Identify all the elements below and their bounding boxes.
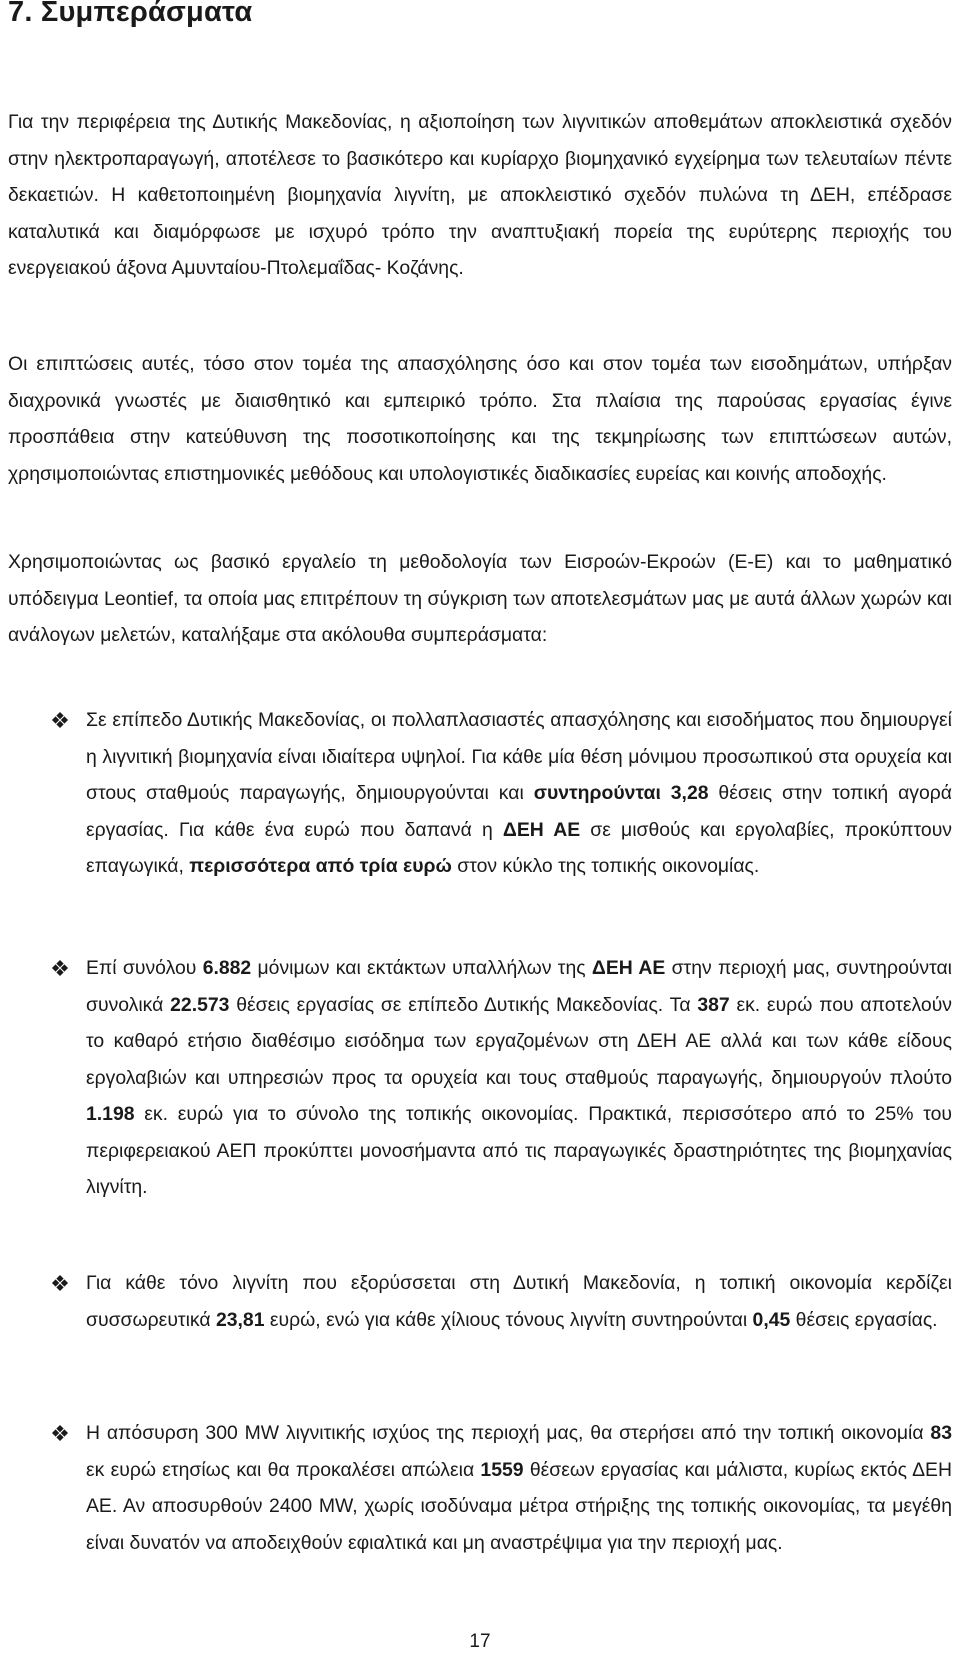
paragraph-1: Για την περιφέρεια της Δυτικής Μακεδονίας, η αξιοποίηση των λιγνιτικών αποθεμάτων αποκλειστικά σχεδόν στην ηλεκτροπαραγωγή, αποτέλεσε το βασικότερο και κυρίαρχο βιομηχανικό εγχείρημα των τελευταίων πέντε δεκαετιών. Η καθετοποιημένη βιομηχανία λιγνίτη, με αποκλειστικό σχεδόν πυλώνα τη ΔΕΗ, επέδρασε καταλυτικά και διαμόρφωσε με ισχυρό τρόπο την αναπτυξιακή πορεία της ευρύτερης περιοχής του ενεργειακού άξονα Αμυνταίου-Πτολεμαΐδας- Κοζάνης.	[8, 111, 952, 279]
list-item-text: Για κάθε τόνο λιγνίτη που εξορύσσεται στη Δυτική Μακεδονία, η τοπική οικονομία κερδίζει συσσωρευτικά 23,81 ευρώ, ενώ για κάθε χίλιους τόνους λιγνίτη συντηρούνται 0,45 θέσεις εργασίας.	[86, 1272, 952, 1331]
paragraph-2: Οι επιπτώσεις αυτές, τόσο στον τομέα της απασχόλησης όσο και στον τομέα των εισοδημάτων, υπήρξαν διαχρονικά γνωστές με διαισθητικό και εμπειρικό τρόπο. Στα πλαίσια της παρούσας εργασίας έγινε προσπάθεια στην κατεύθυνση της ποσοτικοποίησης και της τεκμηρίωσης των επιπτώσεων αυτών, χρησιμοποιώντας επιστημονικές μεθόδους και υπολογιστικές διαδικασίες ευρείας και κοινής αποδοχής.	[8, 353, 952, 485]
four-diamond-bullet-icon: ❖	[50, 1421, 70, 1446]
list-item-text: Η απόσυρση 300 MW λιγνιτικής ισχύος της περιοχή μας, θα στερήσει από την τοπική οικονομία 83 εκ ευρώ ετησίως και θα προκαλέσει απώλεια 1559 θέσεων εργασίας και μάλιστα, κυρίως εκτός ΔΕΗ ΑΕ. Αν αποσυρθούν 2400 MW, χωρίς ισοδύναμα μέτρα στήριξης της τοπικής οικονομίας, τα μεγέθη είναι δυνατόν να αποδειχθούν εφιαλτικά και μη αναστρέψιμα για την περιοχή μας.	[86, 1422, 952, 1554]
four-diamond-bullet-icon: ❖	[50, 956, 70, 981]
four-diamond-bullet-icon: ❖	[50, 1271, 70, 1296]
list-item-text: Σε επίπεδο Δυτικής Μακεδονίας, οι πολλαπλασιαστές απασχόλησης και εισοδήματος που δημιουργεί η λιγνιτική βιομηχανία είναι ιδιαίτερα υψηλοί. Για κάθε μία θέση μόνιμου προσωπικού στα ορυχεία και στους σταθμούς παραγωγής, δημιουργούνται και συντηρούνται 3,28 θέσεις στην τοπική αγορά εργασίας. Για κάθε ένα ευρώ που δαπανά η ΔΕΗ ΑΕ σε μισθούς και εργολαβίες, προκύπτουν επαγωγικά, περισσότερα από τρία ευρώ στον κύκλο της τοπικής οικονομίας.	[86, 709, 952, 877]
four-diamond-bullet-icon: ❖	[50, 708, 70, 733]
paragraph-3: Χρησιμοποιώντας ως βασικό εργαλείο τη μεθοδολογία των Εισροών-Εκροών (Ε-Ε) και το μαθηματικό υπόδειγμα Leontief, τα οποία μας επιτρέπουν τη σύγκριση των αποτελεσμάτων μας με αυτά άλλων χωρών και ανάλογων μελετών, καταλήξαμε στα ακόλουθα συμπεράσματα:	[8, 551, 952, 646]
section-heading: 7. Συμπεράσματα	[8, 0, 253, 28]
page-number: 17	[469, 1631, 491, 1652]
list-item-text: Επί συνόλου 6.882 μόνιμων και εκτάκτων υπαλλήλων της ΔΕΗ ΑΕ στην περιοχή μας, συντηρούνται συνολικά 22.573 θέσεις εργασίας σε επίπεδο Δυτικής Μακεδονίας. Τα 387 εκ. ευρώ που αποτελούν το καθαρό ετήσιο διαθέσιμο εισόδημα των εργαζομένων στη ΔΕΗ ΑΕ αλλά και των κάθε είδους εργολαβιών και υπηρεσιών προς τα ορυχεία και τους σταθμούς παραγωγής, δημιουργούν πλούτο 1.198 εκ. ευρώ για το σύνολο της τοπικής οικονομίας. Πρακτικά, περισσότερο από το 25% του περιφερειακού ΑΕΠ προκύπτει μονοσήμαντα από τις παραγωγικές δραστηριότητες της βιομηχανίας λιγνίτη.	[86, 957, 952, 1198]
